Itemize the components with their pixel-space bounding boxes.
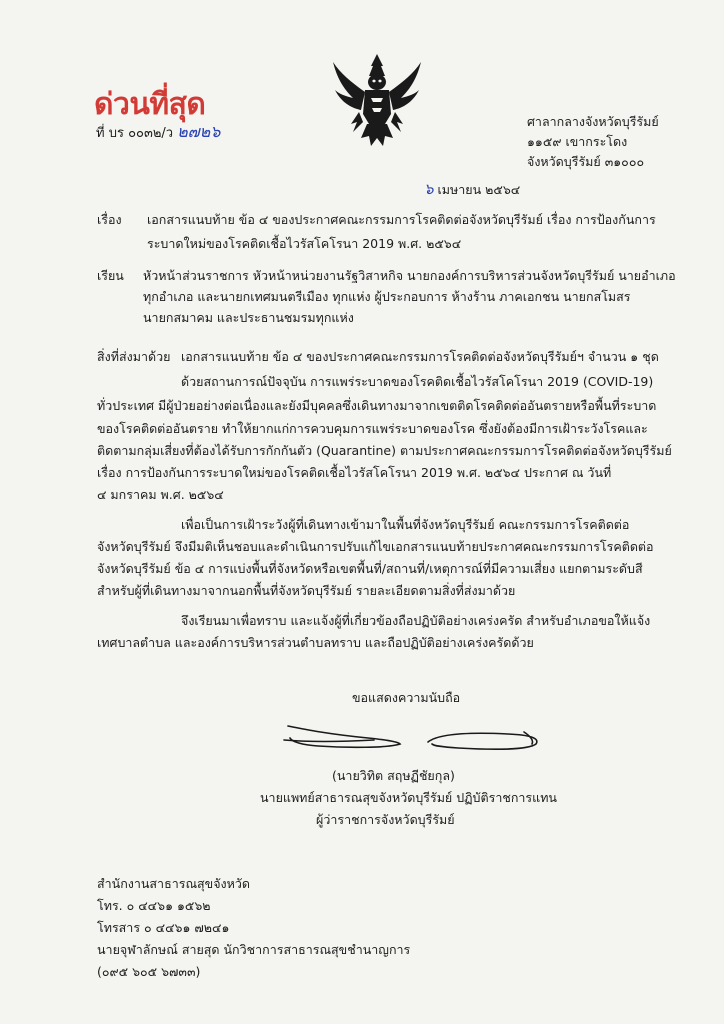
body-line: ของโรคติดต่ออันตราย ทำให้ยากแก่การควบคุมการแพร่ระบาดของโรค ซึ่งยังต้องมีการเฝ้าระวังโรคและ (97, 421, 648, 436)
date-day-handwritten: ๖ (424, 180, 434, 198)
reference-prefix: ที่ บร ๐๐๓๒/ว (96, 126, 174, 141)
address-line: จังหวัดบุรีรัมย์ ๓๑๐๐๐ (527, 154, 645, 169)
urgent-stamp: ด่วนที่สุด (94, 87, 206, 122)
subject-label: เรื่อง (97, 212, 122, 227)
body-line: เรื่อง การป้องกันการระบาดใหม่ของโรคติดเชื้อไวรัสโคโรนา 2019 พ.ศ. ๒๕๖๔ ประกาศ ณ วันที่ (97, 465, 612, 480)
footer-phone: โทร. ๐ ๔๔๖๑ ๑๕๖๒ (97, 898, 211, 913)
footer-office: สำนักงานสาธารณสุขจังหวัด (97, 876, 251, 891)
body-line: ติดตามกลุ่มเสี่ยงที่ต้องได้รับการกักกันตัว (Quarantine) ตามประกาศคณะกรรมการโรคติดต่อจังหวัดบุรีรัมย์ (97, 443, 672, 458)
signatory-position: ผู้ว่าราชการจังหวัดบุรีรัมย์ (316, 812, 455, 827)
address-line: ๑๑๕๙ เขากระโดง (527, 134, 628, 149)
body-line: จังหวัดบุรีรัมย์ จึงมีมติเห็นชอบและดำเนินการปรับแก้ไขเอกสารแนบท้ายประกาศคณะกรรมการโรคติดต่อ (97, 539, 654, 554)
subject-line: ระบาดใหม่ของโรคติดเชื้อไวรัสโคโรนา 2019 พ.ศ. ๒๕๖๔ (147, 236, 462, 251)
body-line: ๔ มกราคม พ.ศ. ๒๕๖๔ (97, 487, 224, 502)
handwritten-signature (278, 718, 562, 758)
body-line: จึงเรียนมาเพื่อทราบ และแจ้งผู้ที่เกี่ยวข้องถือปฏิบัติอย่างเคร่งครัด สำหรับอำเภอขอให้แจ้ง (181, 613, 651, 628)
footer-fax: โทรสาร ๐ ๔๔๖๑ ๗๒๔๑ (97, 920, 230, 935)
recipient-line: ทุกอำเภอ และนายกเทศมนตรีเมือง ทุกแห่ง ผู้ประกอบการ ห้างร้าน ภาคเอกชน นายกสโมสร (143, 289, 631, 304)
body-line: สำหรับผู้ที่เดินทางมาจากนอกพื้นที่จังหวัดบุรีรัมย์ รายละเอียดตามสิ่งที่ส่งมาด้วย (97, 583, 516, 598)
recipient-label: เรียน (97, 268, 124, 283)
reference-number (96, 120, 220, 145)
body-line: ทั่วประเทศ มีผู้ป่วยอย่างต่อเนื่องและยังมีบุคคลซึ่งเดินทางมาจากเขตติดโรคติดต่ออันตรายหรือพื้นที่ระบาด (97, 398, 657, 413)
footer-contact-person: นายจุฬาลักษณ์ สายสุด นักวิชาการสาธารณสุขชำนาญการ (97, 942, 411, 957)
sender-address (527, 112, 659, 172)
letter-date (424, 177, 520, 201)
signatory-name: (นายวิทิต สฤษฏีชัยกุล) (332, 768, 455, 783)
footer-mobile: (๐๙๕ ๖๐๕ ๖๗๓๓) (97, 964, 201, 979)
enclosure-line: ด้วยสถานการณ์ปัจจุบัน การแพร่ระบาดของโรคติดเชื้อไวรัสโคโรนา 2019 (COVID-19) (181, 374, 654, 389)
signatory-position: นายแพทย์สาธารณสุขจังหวัดบุรีรัมย์ ปฏิบัติราชการแทน (260, 790, 557, 805)
reference-handwritten-number: ๒๗๒๖ (177, 122, 221, 141)
garuda-emblem-icon (331, 52, 423, 148)
body-line: จังหวัดบุรีรัมย์ ข้อ ๔ การแบ่งพื้นที่จังหวัดหรือเขตพื้นที่/สถานที่/เหตุการณ์ที่มีความเสี่ยง แยกตามระดับสี (97, 561, 643, 576)
date-month-year: เมษายน ๒๕๖๔ (437, 182, 521, 197)
body-line: เทศบาลตำบล และองค์การบริหารส่วนตำบลทราบ และถือปฏิบัติอย่างเคร่งครัดด้วย (97, 635, 534, 650)
enclosure-label: สิ่งที่ส่งมาด้วย (97, 349, 171, 364)
closing-salutation: ขอแสดงความนับถือ (352, 690, 461, 705)
enclosure-line: เอกสารแนบท้าย ข้อ ๔ ของประกาศคณะกรรมการโรคติดต่อจังหวัดบุรีรัมย์ฯ จำนวน ๑ ชุด (181, 349, 659, 364)
address-line: ศาลากลางจังหวัดบุรีรัมย์ (527, 114, 659, 129)
body-line: เพื่อเป็นการเฝ้าระวังผู้ที่เดินทางเข้ามาในพื้นที่จังหวัดบุรีรัมย์ คณะกรรมการโรคติดต่อ (181, 517, 630, 532)
subject-line: เอกสารแนบท้าย ข้อ ๔ ของประกาศคณะกรรมการโรคติดต่อจังหวัดบุรีรัมย์ เรื่อง การป้องกันการ (147, 212, 656, 227)
recipient-line: นายกสมาคม และประธานชมรมทุกแห่ง (143, 310, 354, 325)
recipient-line: หัวหน้าส่วนราชการ หัวหน้าหน่วยงานรัฐวิสาหกิจ นายกองค์การบริหารส่วนจังหวัดบุรีรัมย์ นายอำเภอ (143, 268, 676, 283)
